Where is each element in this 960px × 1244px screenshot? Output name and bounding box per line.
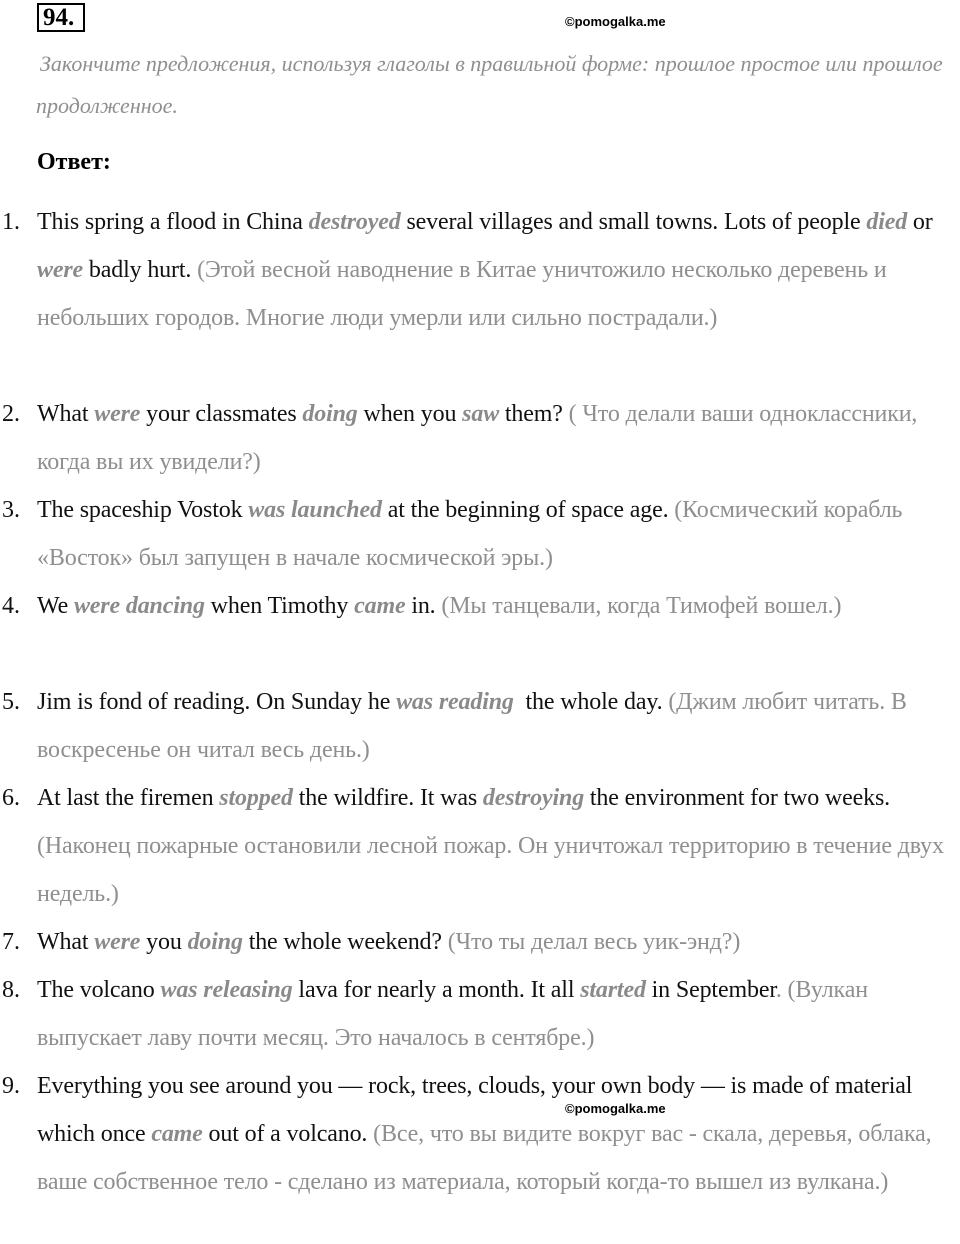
sentence-text: We [37,593,74,619]
translation: (Космический корабль «Восток» был запущен в начале космической эры.) [37,497,909,571]
watermark: ©pomogalka.me [565,14,666,29]
item-number: 7. [2,929,20,955]
item-number: 5. [2,689,20,715]
sentence-text: them? [499,401,569,427]
answer-label: Ответ: [37,149,111,175]
verb-answer: was launched [248,497,382,523]
item-number: 2. [2,401,20,427]
item-number: 8. [2,977,20,1003]
sentence-text: Everything you see around you — rock, trees, clouds, your own body — is made of material which once [37,1073,919,1147]
sentence-text: out of a volcano. [202,1121,374,1147]
item-text [37,390,959,486]
verb-answer: came [151,1121,203,1147]
translation: (Мы танцевали, когда Тимофей вошел.) [441,593,842,619]
sentence-text: At last the firemen [37,785,220,811]
sentence-text: the whole weekend? [242,929,448,955]
sentence-text: in September [645,977,776,1003]
sentence-text: in. [405,593,442,619]
verb-answer: destroying [482,785,585,811]
task-instruction: Закончите предложения, используя глаголы в правильной форме: прошлое простое или прошлое продолженное. [36,51,943,118]
verb-answer: doing [302,401,358,427]
translation: (Этой весной наводнение в Китае уничтожило несколько деревень и небольших городов. Многие люди умерли или сильно пострадали.) [37,257,893,331]
translation: (Что ты делал весь уик-энд?) [447,929,741,955]
sentence-text: the environment for two weeks. [584,785,896,811]
verb-answer: died [866,209,908,235]
verb-answer: was releasing [160,977,293,1003]
exercise-number: 94. [37,3,85,32]
sentence-text: several villages and small towns. Lots of people [400,209,867,235]
item-text [37,1062,959,1206]
item-number: 6. [2,785,20,811]
watermark: ©pomogalka.me [565,1101,666,1116]
item-number: 9. [2,1073,20,1099]
item-text [37,966,959,1062]
sentence-text: Jim is fond of reading. On Sunday he [37,689,397,715]
verb-answer: were [37,257,84,283]
item-number: 1. [2,209,20,235]
sentence-text: you [140,929,188,955]
sentence-text: at the beginning of space age. [381,497,675,523]
item-text [37,678,959,774]
verb-answer: were [94,929,141,955]
item-text [37,918,959,966]
sentence-text: lava for nearly a month. It all [292,977,581,1003]
item-text [37,198,959,342]
verb-answer: started [580,977,646,1003]
sentence-text: The volcano [37,977,161,1003]
verb-answer: came [354,593,406,619]
item-text [37,774,959,918]
sentence-text: The spaceship Vostok [37,497,249,523]
item-number: 3. [2,497,20,523]
sentence-text: What [37,401,95,427]
verb-answer: were [94,401,141,427]
sentence-text: What [37,929,95,955]
sentence-text: the whole day. [513,689,669,715]
sentence-text: when you [357,401,463,427]
sentence-text: or [907,209,939,235]
verb-answer: stopped [219,785,293,811]
translation: (Наконец пожарные остановили лесной пожар. Он уничтожал территорию в течение двух недель.) [37,833,950,907]
translation: (Все, что вы видите вокруг вас - скала, деревья, облака, ваше собственное тело - сделано из материала, который когда-то вышел из вулкана.) [37,1121,938,1195]
translation: (Джим любит читать. В воскресенье он читал весь день.) [37,689,913,763]
item-number: 4. [2,593,20,619]
translation: . (Вулкан выпускает лаву почти месяц. Это началось в сентябре.) [37,977,874,1051]
verb-answer: were dancing [73,593,205,619]
verb-answer: was reading [396,689,514,715]
item-text [37,486,959,582]
verb-answer: destroyed [308,209,401,235]
sentence-text: the wildfire. It was [292,785,483,811]
translation: ( Что делали ваши одноклассники, когда вы их увидели?) [37,401,924,475]
sentence-text: your classmates [140,401,303,427]
sentence-text: when Timothy [204,593,355,619]
verb-answer: saw [462,401,500,427]
verb-answer: doing [187,929,243,955]
sentence-text: This spring a flood in China [37,209,309,235]
item-text [37,582,959,630]
sentence-text: badly hurt. [83,257,198,283]
